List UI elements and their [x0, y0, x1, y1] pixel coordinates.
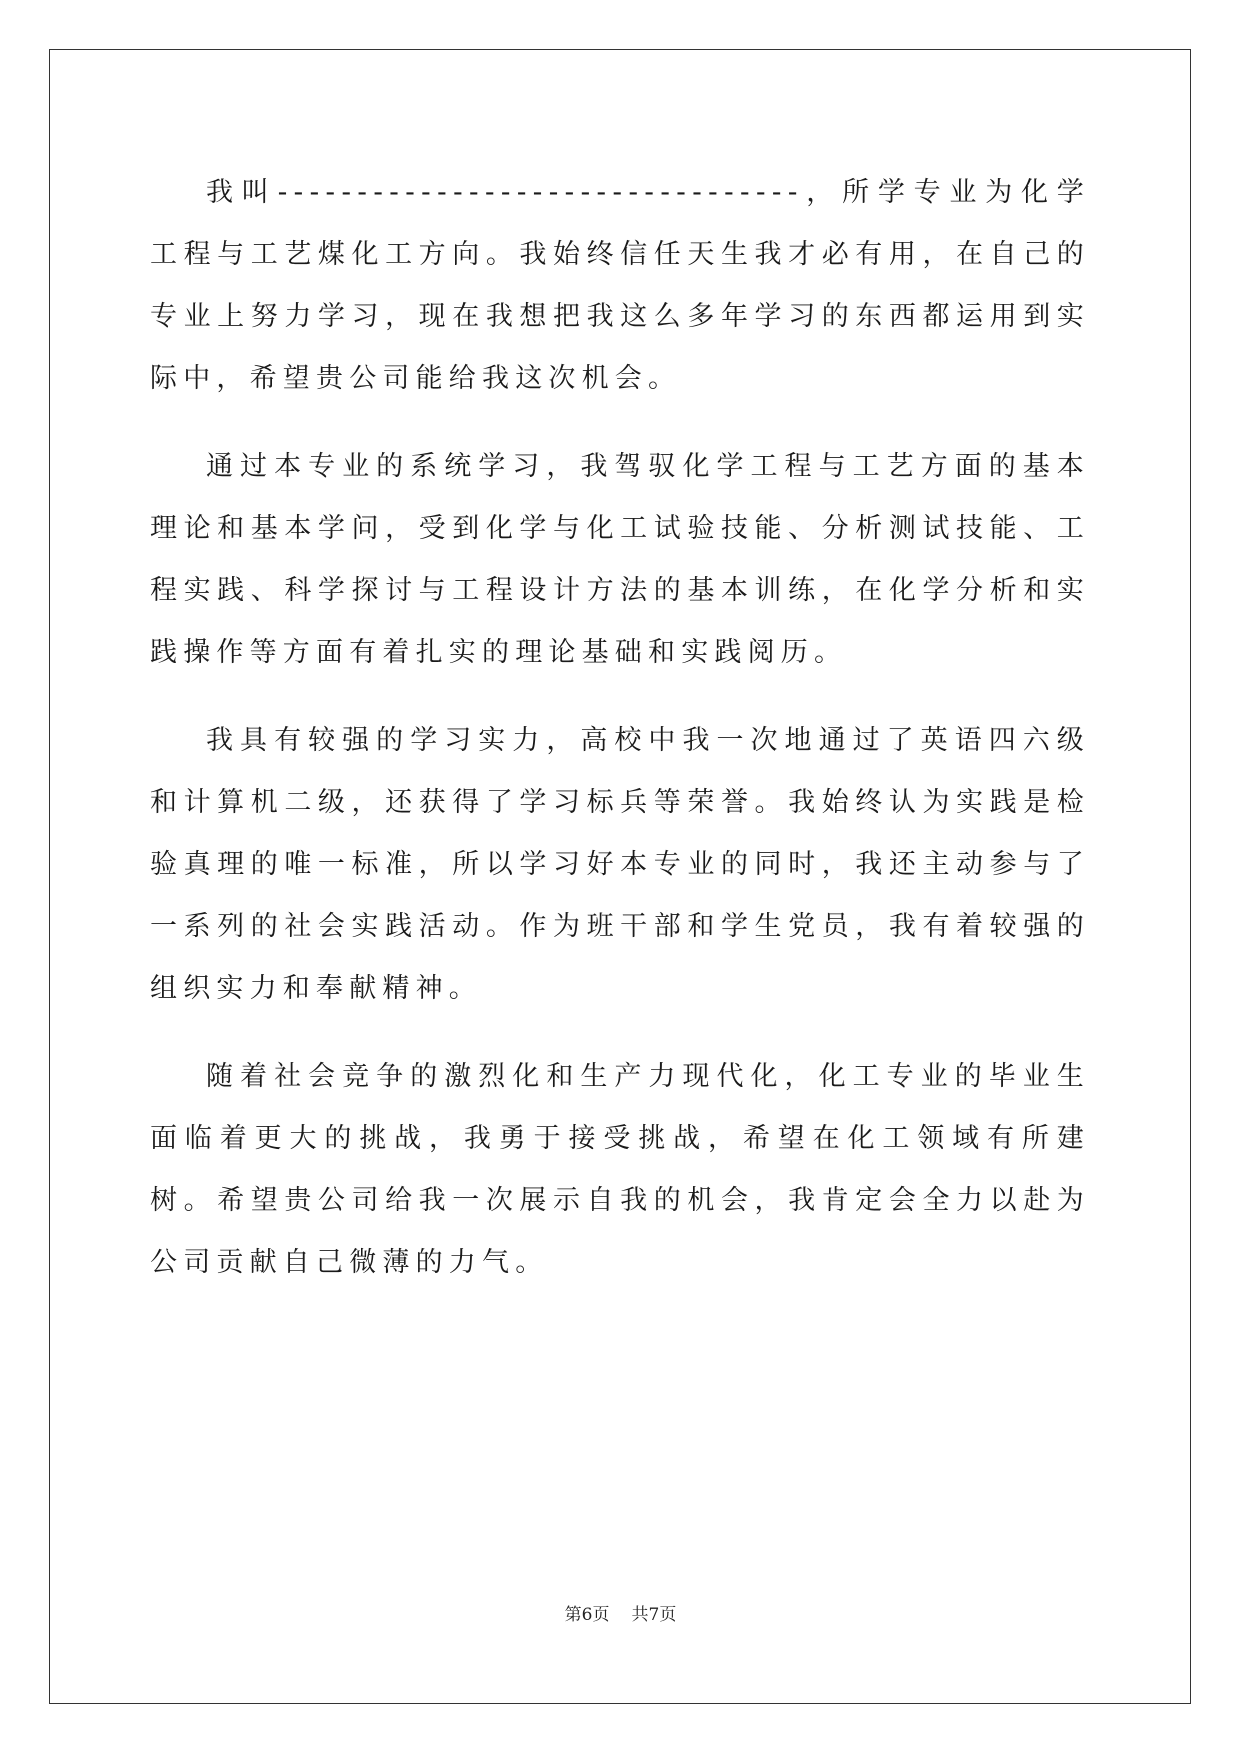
paragraph-intro: 我叫---------------------------------，所学专业为化学工程与工艺煤化工方向。我始终信任天生我才必有用，在自己的专业上努力学习，现在我想把我这么多年学习的东西都运用到实际中，希望贵公司能给我这次机会。: [150, 177, 1090, 394]
paragraph-closing: 随着社会竞争的激烈化和生产力现代化，化工专业的毕业生面临着更大的挑战，我勇于接受挑战，希望在化工领域有所建树。希望贵公司给我一次展示自我的机会，我肯定会全力以赴为公司贡献自己微薄的力气。: [150, 1061, 1090, 1278]
document-body: [150, 162, 1090, 1320]
paragraph-achievements: 我具有较强的学习实力，高校中我一次地通过了英语四六级和计算机二级，还获得了学习标兵等荣誉。我始终认为实践是检验真理的唯一标准，所以学习好本专业的同时，我还主动参与了一系列的社会实践活动。作为班干部和学生党员，我有着较强的组织实力和奉献精神。: [150, 725, 1090, 1004]
page-footer: [0, 1600, 1241, 1625]
page-number: 第6页: [564, 1605, 610, 1625]
total-pages: 共7页: [631, 1605, 677, 1625]
paragraph-education: 通过本专业的系统学习，我驾驭化学工程与工艺方面的基本理论和基本学问，受到化学与化工试验技能、分析测试技能、工程实践、科学探讨与工程设计方法的基本训练，在化学分析和实践操作等方面有着扎实的理论基础和实践阅历。: [150, 451, 1090, 668]
